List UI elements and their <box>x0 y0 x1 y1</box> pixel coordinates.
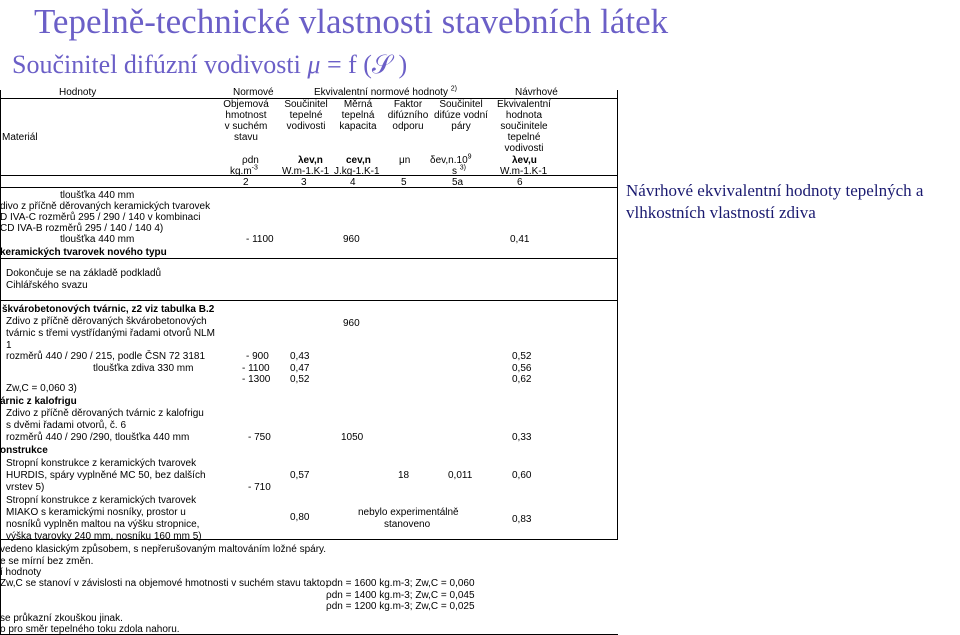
footnote-formula: ρdn = 1600 kg.m-3; Zw,C = 0,060 <box>326 578 475 589</box>
symbol-lambda: λev,n <box>298 155 323 166</box>
cell-value: nebylo experimentálně <box>358 507 459 518</box>
table-row-text: rozměrů 440 / 290 /290, tloušťka 440 mm <box>6 432 190 443</box>
unit-delta: s $^{3)}$ <box>452 164 467 177</box>
footnote: vedeno klasickým způsobem, s nepřerušovaným maltováním ložné spáry. <box>0 544 327 555</box>
cell-value: 0,80 <box>290 512 310 523</box>
unit-lambda-u: W.m-1.K-1 <box>500 166 548 177</box>
table-row-text: nosníků vyplněn maltou na výšku stropnice, <box>6 519 200 530</box>
table-row-text: onstrukce <box>0 445 48 456</box>
table-rule <box>0 187 618 188</box>
table-row-text: Zw,C = 0,060 3) <box>6 383 77 394</box>
unit-rho: $kg.m^{-3}$ <box>230 164 258 177</box>
header-merna: Měrná tepelná kapacita <box>339 99 377 132</box>
table-row-text: tvárnic s třemi vystřídanými řadami otvorů NLM <box>6 328 215 339</box>
col-number: 3 <box>301 177 307 188</box>
symbol-lambda-u: λev,u <box>512 155 537 166</box>
table-rule <box>0 258 618 259</box>
header-soucinitel-difuze: Součinitel difúze vodní páry <box>434 99 488 132</box>
header-faktor: Faktor difúzního odporu <box>387 99 429 132</box>
header-soucinitel: Součinitel tepelné vodivosti <box>284 99 328 132</box>
footnote-formula: ρdn = 1400 kg.m-3; Zw,C = 0,045 <box>326 590 475 601</box>
table-row-text: keramických tvarovek nového typu <box>0 247 167 258</box>
cell-value: - 900 <box>246 351 269 362</box>
cell-value: stanoveno <box>384 519 431 530</box>
symbol-delta: $\delta ev,n.10^9$ <box>430 153 472 166</box>
table-row-text: HURDIS, spáry vyplněné MC 50, bez dalších <box>6 470 206 481</box>
cell-value: - 1300 <box>242 374 271 385</box>
cell-value: 0,52 <box>290 374 310 385</box>
header-normove: Normové <box>233 87 274 98</box>
cell-value: 0,41 <box>510 234 530 245</box>
cell-value: 18 <box>398 470 410 481</box>
symbol-c: cev,n <box>346 155 371 166</box>
header-navrhove: Návrhové <box>515 87 558 98</box>
col-number: 6 <box>517 177 523 188</box>
header-ekv-soucinitel: Ekvivalentní hodnota součinitele tepelné vodivosti <box>497 99 551 154</box>
col-number: 4 <box>350 177 356 188</box>
footnote: Zw,C se stanoví v závislosti na objemové hmotnosti v suchém stavu takto: <box>0 578 328 589</box>
cell-value: 0,83 <box>512 514 532 525</box>
table-row-text: CD IVA-B rozměrů 295 / 140 / 140 4) <box>0 223 164 234</box>
table-row-text: tloušťka 440 mm <box>60 234 135 245</box>
symbol-rho: ρdn <box>242 155 259 166</box>
table-rule <box>0 300 618 301</box>
header-hodnoty: Hodnoty <box>59 87 97 98</box>
table-row-text: Stropní konstrukce z keramických tvarovek <box>6 495 197 506</box>
unit-lambda: W.m-1.K-1 <box>282 166 330 177</box>
table-row-text: rozměrů 440 / 290 / 215, podle ČSN 72 3181 <box>6 351 206 362</box>
col-number: 5 <box>401 177 407 188</box>
unit-c: J.kg-1.K-1 <box>334 166 380 177</box>
table-row-text: tloušťka zdiva 330 mm <box>93 363 194 374</box>
page-title: Tepelně-technické vlastnosti stavebních látek <box>34 2 669 41</box>
table-row-text: vrstev 5) <box>6 482 45 493</box>
table-row-text: árnic z kalofrigu <box>0 396 77 407</box>
cell-value: - 1100 <box>246 234 274 245</box>
footnote: e se mírní bez změn. <box>0 556 94 567</box>
cell-value: - 1100 <box>242 363 270 374</box>
header-objemova: Objemová hmotnost v suchém stavu <box>223 99 269 143</box>
col-number: 5a <box>452 177 464 188</box>
cell-value: 0,60 <box>512 470 532 481</box>
page-subtitle: Součinitel difúzní vodivosti μ = f (𝒮 ) <box>12 50 408 79</box>
cell-value: 0,56 <box>512 363 532 374</box>
cell-value: - 750 <box>248 432 271 443</box>
symbol-mu: μn <box>399 155 411 166</box>
footnote: í hodnoty <box>0 567 42 578</box>
cell-value: 0,62 <box>512 374 532 385</box>
table-row-text: divo z příčně děrovaných keramických tvarovek <box>0 201 211 212</box>
cell-value: 0,011 <box>448 470 473 481</box>
cell-value: 0,43 <box>290 351 310 362</box>
table-row-text: Cihlářského svazu <box>6 280 88 291</box>
table-row-text: Dokončuje se na základě podkladů <box>6 268 162 279</box>
cell-value: 960 <box>343 318 360 329</box>
table-row-text: Zdivo z příčně děrovaných škvárobetonových <box>6 316 207 327</box>
table-row-text: D IVA-C rozměrů 295 / 290 / 140 v kombinaci <box>0 212 201 223</box>
cell-value: 0,57 <box>290 470 310 481</box>
table-row-text: škvárobetonových tvárnic, z2 viz tabulka B.2 <box>2 304 215 315</box>
footnote: o pro směr tepelného toku zdola nahoru. <box>0 624 180 635</box>
footnote-formula: ρdn = 1200 kg.m-3; Zw,C = 0,025 <box>326 601 475 612</box>
table-row-text: výška tvarovky 240 mm, nosníku 160 mm 5) <box>6 531 202 542</box>
cell-value: 1050 <box>341 432 364 443</box>
cell-value: - 710 <box>248 482 271 493</box>
header-ekvivalentni: Ekvivalentní normové hodnoty $^{2)}$ <box>314 85 457 98</box>
col-number: 2 <box>243 177 249 188</box>
cell-value: 0,47 <box>290 363 310 374</box>
table-row-text: 1 <box>6 340 12 351</box>
side-note: Návrhové ekvivalentní hodnoty tepelných a vlhkostních vlastností zdiva <box>626 181 924 222</box>
cell-value: 0,52 <box>512 351 532 362</box>
cell-value: 960 <box>343 234 360 245</box>
table-rule <box>617 90 618 540</box>
header-material: Materiál <box>2 132 38 143</box>
footnote: se průkazní zkouškou jinak. <box>0 613 123 624</box>
table-row-text: MIAKO s keramickými nosníky, prostor u <box>6 507 186 518</box>
mu-symbol: μ <box>307 50 321 79</box>
table-row-text: tloušťka 440 mm <box>60 190 135 201</box>
table-row-text: Stropní konstrukce z keramických tvarovek <box>6 458 197 469</box>
table-row-text: s dvěmi řadami otvorů, č. 6 <box>6 420 127 431</box>
table-row-text: Zdivo z příčně děrovaných tvárnic z kalofrigu <box>6 408 204 419</box>
cell-value: 0,33 <box>512 432 532 443</box>
